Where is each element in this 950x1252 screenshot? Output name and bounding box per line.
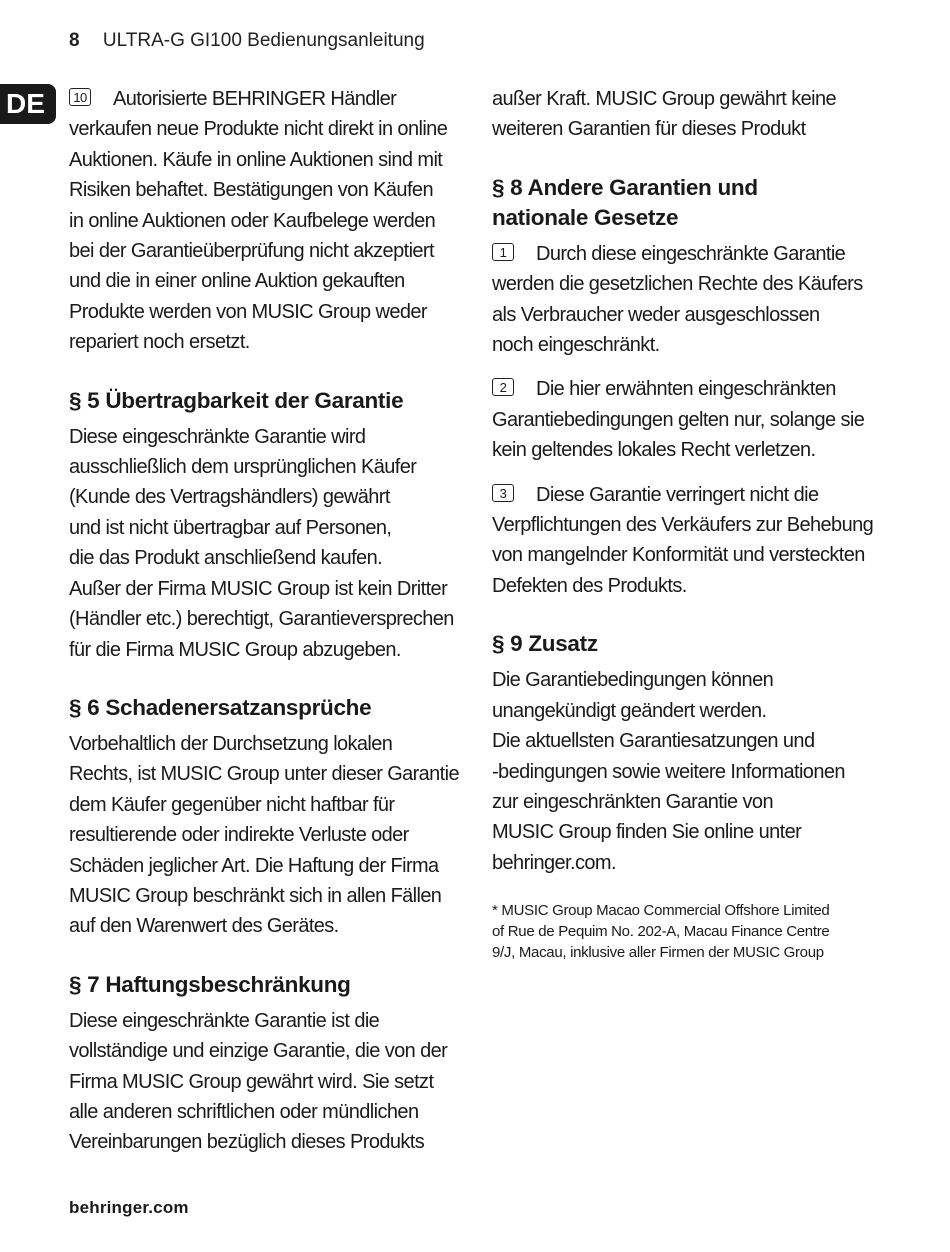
right-column — [492, 84, 882, 963]
page-number: 8 — [69, 30, 80, 51]
item-number-badge: 3 — [492, 484, 514, 502]
left-column — [69, 84, 459, 1172]
language-tab: DE — [0, 84, 56, 124]
item-number-badge: 2 — [492, 378, 514, 396]
footnote: * MUSIC Group Macao Commercial Offshore Limited of Rue de Pequim No. 202-A, Macau Finance Centre 9/J, Macau, inklusive aller Firmen der MUSIC Group — [492, 902, 830, 962]
section-6-heading: § 6 Schadenersatzansprüche — [69, 694, 372, 720]
section-9-paragraph: Die Garantiebedingungen können unangekündigt geändert werden. Die aktuellsten Garantiesatzungen und -bedingungen sowie weitere Informationen zur eingeschränkten Garantie von MUSIC Group finden Sie online unter behringer.com. — [492, 669, 845, 874]
section-7-paragraph: Diese eingeschränkte Garantie ist die vollständige und einzige Garantie, die von der Firma MUSIC Group gewährt wird. Sie setzt alle anderen schriftlichen oder mündlichen Vereinbarungen bezüglich dieses Produkts — [69, 1009, 448, 1154]
section-7-heading: § 7 Haftungsbeschränkung — [69, 971, 351, 997]
behringer-logo: behringer.com — [69, 1198, 189, 1217]
section-6-paragraph: Vorbehaltlich der Durchsetzung lokalen Rechts, ist MUSIC Group unter dieser Garantie dem Käufer gegenüber nicht haftbar für resultierende oder indirekte Verluste oder Schäden jeglicher Art. Die Haftung der Firma MUSIC Group beschränkt sich in allen Fällen auf den Warenwert des Gerätes. — [69, 732, 459, 938]
section-5-paragraph: Diese eingeschränkte Garantie wird ausschließlich dem ursprünglichen Käufer (Kunde des Vertragshändlers) gewährt und ist nicht übertragbar auf Personen, die das Produkt anschließend kaufen. Außer der Firma MUSIC Group ist kein Dritter (Händler etc.) berechtigt, Garantieversprechen für die Firma MUSIC Group abzugeben. — [69, 425, 454, 661]
item-10-paragraph: 10 Autorisierte BEHRINGER Händler verkaufen neue Produkte nicht direkt in online Auktionen. Käufe in online Auktionen sind mit Risiken behaftet. Bestätigungen von Käufen in online Auktionen oder Kaufbelege werden bei der Garantieüberprüfung nicht akzeptiert und die in einer online Auktion gekauften Produkte werden von MUSIC Group weder repariert noch ersetzt. — [69, 88, 448, 354]
section-8-heading: § 8 Andere Garantien und nationale Gesetze — [492, 174, 758, 230]
item-number-badge: 1 — [492, 243, 514, 261]
section-8-item-1: 1 Durch diese eingeschränkte Garantie werden die gesetzlichen Rechte des Käufers als Verbraucher weder ausgeschlossen noch eingeschränkt. — [492, 242, 863, 357]
section-7-continuation: außer Kraft. MUSIC Group gewährt keine weiteren Garantien für dieses Produkt — [492, 88, 837, 141]
section-8-item-3: 3 Diese Garantie verringert nicht die Verpflichtungen des Verkäufers zur Behebung von mangelnder Konformität und versteckten Defekten des Produkts. — [492, 483, 874, 597]
item-number-badge: 10 — [69, 88, 91, 106]
section-8-item-2: 2 Die hier erwähnten eingeschränkten Garantiebedingungen gelten nur, solange sie kein geltendes lokales Recht verletzen. — [492, 378, 865, 462]
section-9-heading: § 9 Zusatz — [492, 631, 598, 657]
document-title: ULTRA-G GI100 Bedienungsanleitung — [102, 30, 425, 51]
page-header — [69, 30, 425, 52]
section-5-heading: § 5 Übertragbarkeit der Garantie — [69, 387, 404, 413]
